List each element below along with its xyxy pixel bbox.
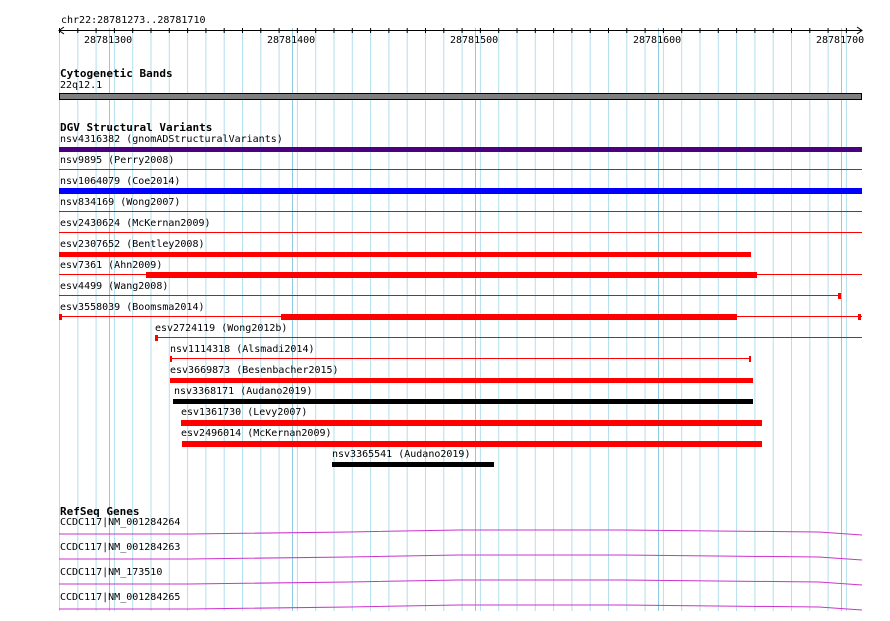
variant-bar[interactable] [332, 462, 494, 467]
variant-label: nsv3365541 (Audano2019) [332, 449, 471, 460]
variant-line[interactable] [59, 274, 862, 275]
variant-label: esv2430624 (McKernan2009) [60, 218, 211, 229]
gene-model[interactable] [59, 576, 862, 586]
variant-label: esv2307652 (Bentley2008) [60, 239, 205, 250]
region-label: chr22:28781273..28781710 [61, 15, 206, 26]
ruler-tick-label: 28781400 [267, 35, 316, 46]
variant-end-cap [858, 314, 861, 320]
variant-label: esv7361 (Ahn2009) [60, 260, 163, 271]
gene-label: CCDC117|NM_173510 [60, 567, 163, 578]
gene-model[interactable] [59, 551, 862, 561]
variant-line[interactable] [155, 337, 862, 338]
variant-line[interactable] [59, 211, 862, 212]
variant-label: nsv834169 (Wong2007) [60, 197, 181, 208]
variant-line[interactable] [170, 358, 750, 359]
variant-bar[interactable] [59, 147, 862, 152]
variant-end-cap [170, 356, 172, 362]
variant-end-cap [749, 356, 751, 362]
variant-line[interactable] [59, 169, 862, 170]
variant-bar[interactable] [182, 441, 762, 447]
variant-label: esv3558039 (Boomsma2014) [60, 302, 205, 313]
ruler-tick-label: 28781700 [816, 35, 865, 46]
variant-bar[interactable] [181, 420, 762, 426]
variant-line[interactable] [59, 232, 862, 233]
variant-label: esv2724119 (Wong2012b) [155, 323, 288, 334]
variant-label: esv2496014 (McKernan2009) [181, 428, 332, 439]
ruler-tick-label: 28781600 [633, 35, 682, 46]
gene-label: CCDC117|NM_001284265 [60, 592, 181, 603]
variant-end-cap [155, 335, 158, 341]
cytoband-bar[interactable] [59, 93, 862, 100]
gene-label: CCDC117|NM_001284263 [60, 542, 181, 553]
gene-model[interactable] [59, 526, 862, 536]
variant-label: nsv1114318 (Alsmadi2014) [170, 344, 315, 355]
variant-label: esv4499 (Wang2008) [60, 281, 169, 292]
track-title-dgv: DGV Structural Variants [60, 121, 213, 134]
gene-label: CCDC117|NM_001284264 [60, 517, 181, 528]
variant-bar[interactable] [281, 314, 737, 320]
variant-end-cap [59, 314, 62, 320]
ruler-tick-label: 28781300 [84, 35, 133, 46]
ruler-tick-label: 28781500 [450, 35, 499, 46]
ruler-axis [59, 30, 862, 31]
variant-label: esv3669873 (Besenbacher2015) [170, 365, 339, 376]
variant-bar[interactable] [59, 252, 751, 257]
track-title-refseq: RefSeq Genes [60, 505, 140, 518]
variant-label: nsv3368171 (Audano2019) [174, 386, 313, 397]
variant-label: esv1361730 (Levy2007) [181, 407, 308, 418]
variant-label: nsv4316382 (gnomADStructuralVariants) [60, 134, 283, 145]
variant-bar[interactable] [146, 272, 757, 278]
variant-bar[interactable] [170, 378, 753, 383]
gene-model[interactable] [59, 601, 862, 611]
variant-line[interactable] [59, 295, 839, 296]
variant-end-cap [838, 293, 841, 299]
cytoband-label: 22q12.1 [60, 80, 103, 91]
variant-bar[interactable] [59, 188, 862, 194]
variant-label: nsv9895 (Perry2008) [60, 155, 175, 166]
track-title-cytobands: Cytogenetic Bands [60, 67, 173, 80]
variant-label: nsv1064079 (Coe2014) [60, 176, 181, 187]
variant-bar[interactable] [173, 399, 753, 404]
